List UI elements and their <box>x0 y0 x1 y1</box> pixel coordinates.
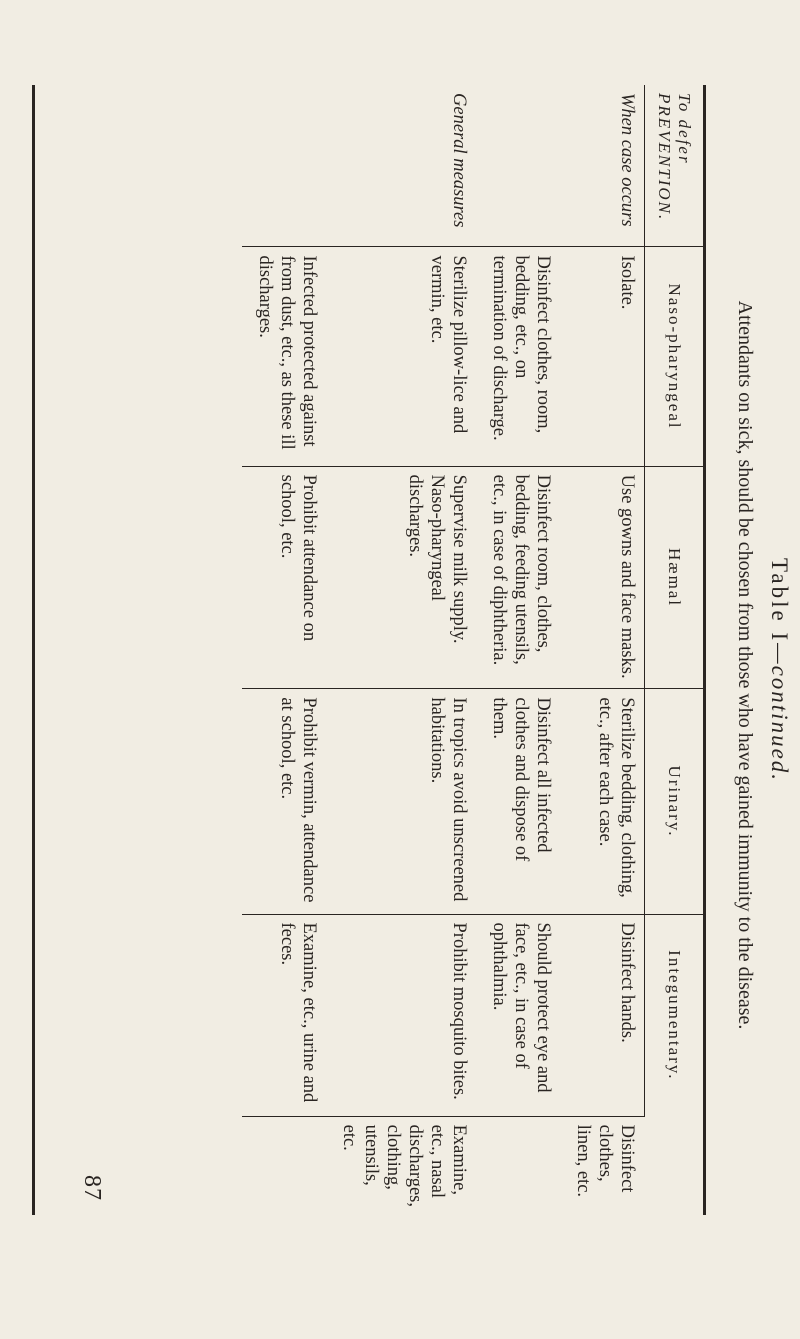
table-cell <box>477 1116 561 1215</box>
table-subtitle: Attendants on sick, should be chosen from those who have gained immunity to the disease. <box>734 300 756 1030</box>
table-cell: Infected protected against from dust, etc., as these ill discharges. <box>243 247 327 466</box>
table-row <box>327 85 477 1215</box>
row-stub <box>477 85 561 247</box>
table-cell: Examine, etc., urine and feces. <box>243 914 327 1116</box>
table-cell: Should protect eye and face, etc., in case of ophthalmia. <box>477 914 561 1116</box>
table-row <box>477 85 561 1215</box>
table-caption-label: Table I <box>767 557 792 644</box>
column-header-line: PREVENTION. <box>655 93 674 222</box>
table-row <box>243 85 327 1215</box>
table-cell: In tropics avoid unscreened habitations. <box>327 689 477 914</box>
column-header <box>645 247 704 466</box>
column-header <box>645 914 704 1116</box>
table-cell: Disinfect all infected clothes and dispose of them. <box>477 689 561 914</box>
table-caption <box>766 285 792 1055</box>
table-cell: Prohibit vermin, attendance at school, etc. <box>243 689 327 914</box>
table-cell: Examine, etc., nasal discharges, clothing, utensils, etc. <box>327 1116 477 1215</box>
table-cell: Disinfect clothes, linen, etc. <box>561 1116 645 1215</box>
page-number: 87 <box>79 1175 105 1201</box>
table-cell: Supervise milk supply. Naso-pharyngeal discharges. <box>327 466 477 689</box>
column-header-line: To defer <box>675 93 694 165</box>
table-cell: Isolate. <box>561 247 645 466</box>
table-cell: Disinfect room, clothes, bedding, feeding utensils, etc., in case of diphtheria. <box>477 466 561 689</box>
row-stub: General measures <box>449 93 470 228</box>
column-header <box>645 689 704 914</box>
column-header-line: Urinary. <box>665 765 684 838</box>
column-header <box>645 85 704 247</box>
prevention-table <box>243 85 704 1215</box>
table-row <box>561 85 645 1215</box>
column-header-line: Integumentary. <box>665 950 684 1081</box>
table-cell: Disinfect clothes, room, bedding, etc., on termination of discharge. <box>477 247 561 466</box>
column-header-line: Naso-pharyngeal <box>665 283 684 430</box>
table-cell: Use gowns and face masks. <box>561 466 645 689</box>
table-cell <box>243 1116 327 1215</box>
table-cell: Sterilize pillow-lice and vermin, etc. <box>327 247 477 466</box>
column-header <box>645 466 704 689</box>
table-cell: Disinfect hands. <box>561 914 645 1116</box>
column-header-line: Hæmal <box>665 547 684 608</box>
row-stub: When case occurs <box>617 93 637 227</box>
table-cell: Sterilize bedding, clothing, etc., after each case. <box>561 689 645 914</box>
table-header-row <box>645 85 704 1215</box>
table-cell: Prohibit mosquito bites. <box>327 914 477 1116</box>
row-stub <box>243 85 327 247</box>
table-cell: Prohibit attendance on school, etc. <box>243 466 327 689</box>
table-frame <box>32 85 706 1215</box>
table-caption-continued: —continued. <box>767 643 792 783</box>
